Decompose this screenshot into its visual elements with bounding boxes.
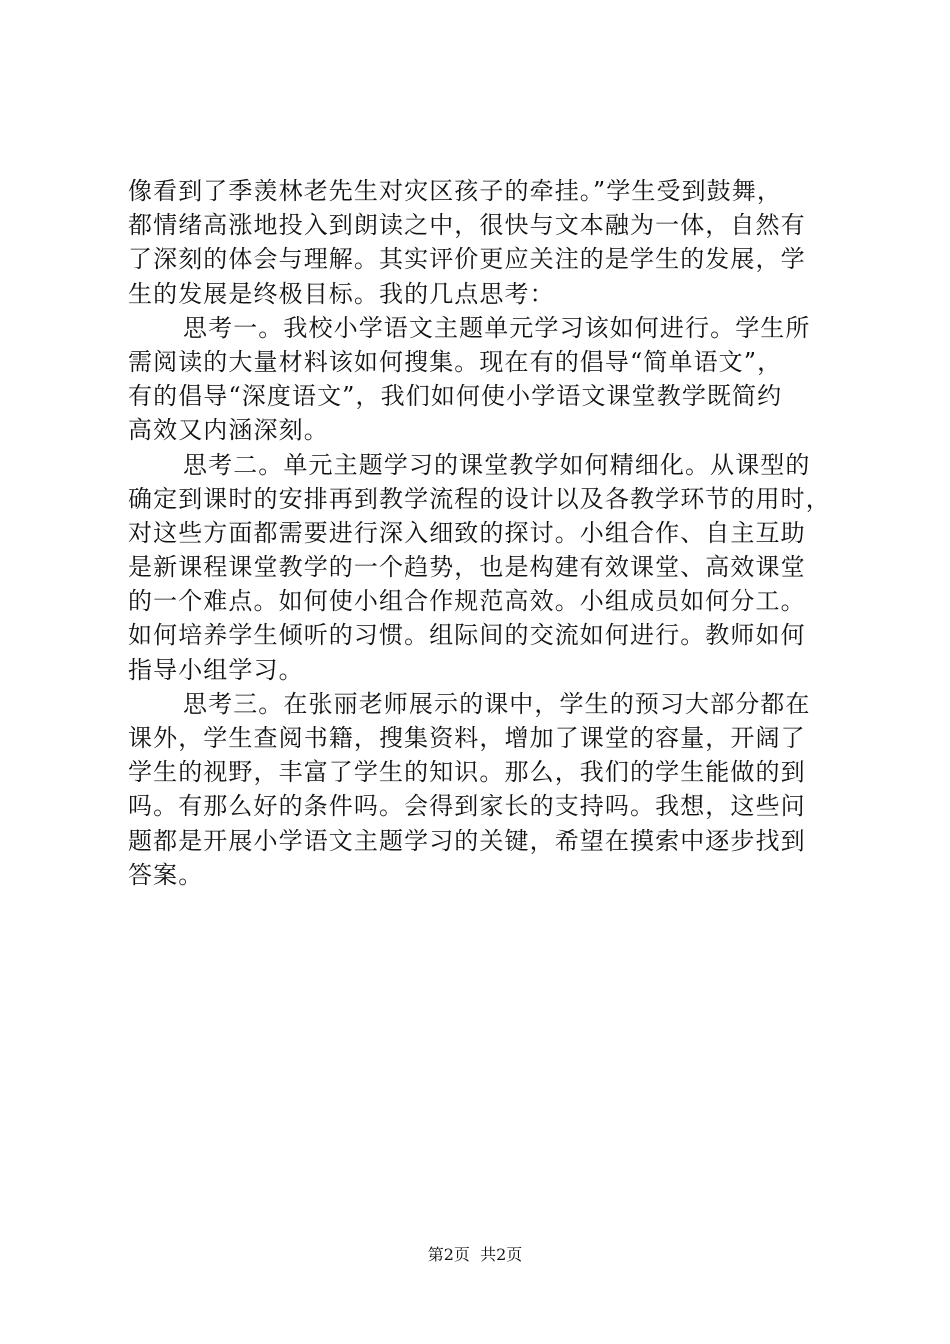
text-line: 答案。	[128, 860, 204, 889]
paragraph-start-line: 思考三。在张丽老师展示的课中，学生的预习大部分都在	[183, 689, 811, 718]
text-line: 高效又内涵深刻。	[128, 416, 329, 445]
text-line: 都情绪高涨地投入到朗读之中，很快与文本融为一体，自然有	[128, 211, 806, 240]
text-line: 了深刻的体会与理解。其实评价更应关注的是学生的发展，学	[128, 245, 806, 274]
text-line: 指导小组学习。	[128, 655, 304, 684]
text-line: 学生的视野，丰富了学生的知识。那么，我们的学生能做的到	[128, 758, 806, 787]
paragraph-start-line: 思考二。单元主题学习的课堂教学如何精细化。从课型的	[183, 450, 811, 479]
text-line: 是新课程课堂教学的一个趋势，也是构建有效课堂、高效课堂	[128, 553, 806, 582]
text-line: 对这些方面都需要进行深入细致的探讨。小组合作、自主互助	[128, 518, 806, 547]
text-line: 题都是开展小学语文主题学习的关键，希望在摸索中逐步找到	[128, 826, 806, 855]
text-line: 需阅读的大量材料该如何搜集。现在有的倡导“简单语文”，	[128, 347, 783, 376]
text-line: 吗。有那么好的条件吗。会得到家长的支持吗。我想，这些问	[128, 792, 806, 821]
text-line: 如何培养学生倾听的习惯。组际间的交流如何进行。教师如何	[128, 621, 806, 650]
page-number-footer: 第2页 共2页	[427, 1245, 523, 1264]
text-line: 有的倡导“深度语文”，我们如何使小学语文课堂教学既简约	[128, 382, 783, 411]
paragraph-start-line: 思考一。我校小学语文主题单元学习该如何进行。学生所	[183, 313, 811, 342]
text-line: 像看到了季羡林老先生对灾区孩子的牵挂。”学生受到鼓舞，	[128, 177, 782, 205]
text-line: 确定到课时的安排再到教学流程的设计以及各教学环节的用时，	[128, 484, 831, 513]
text-line: 的一个难点。如何使小组合作规范高效。小组成员如何分工。	[128, 587, 806, 616]
body-text	[128, 174, 838, 892]
text-line: 生的发展是终极目标。我的几点思考：	[128, 279, 555, 308]
text-line: 课外，学生查阅书籍，搜集资料，增加了课堂的容量，开阔了	[128, 724, 806, 752]
